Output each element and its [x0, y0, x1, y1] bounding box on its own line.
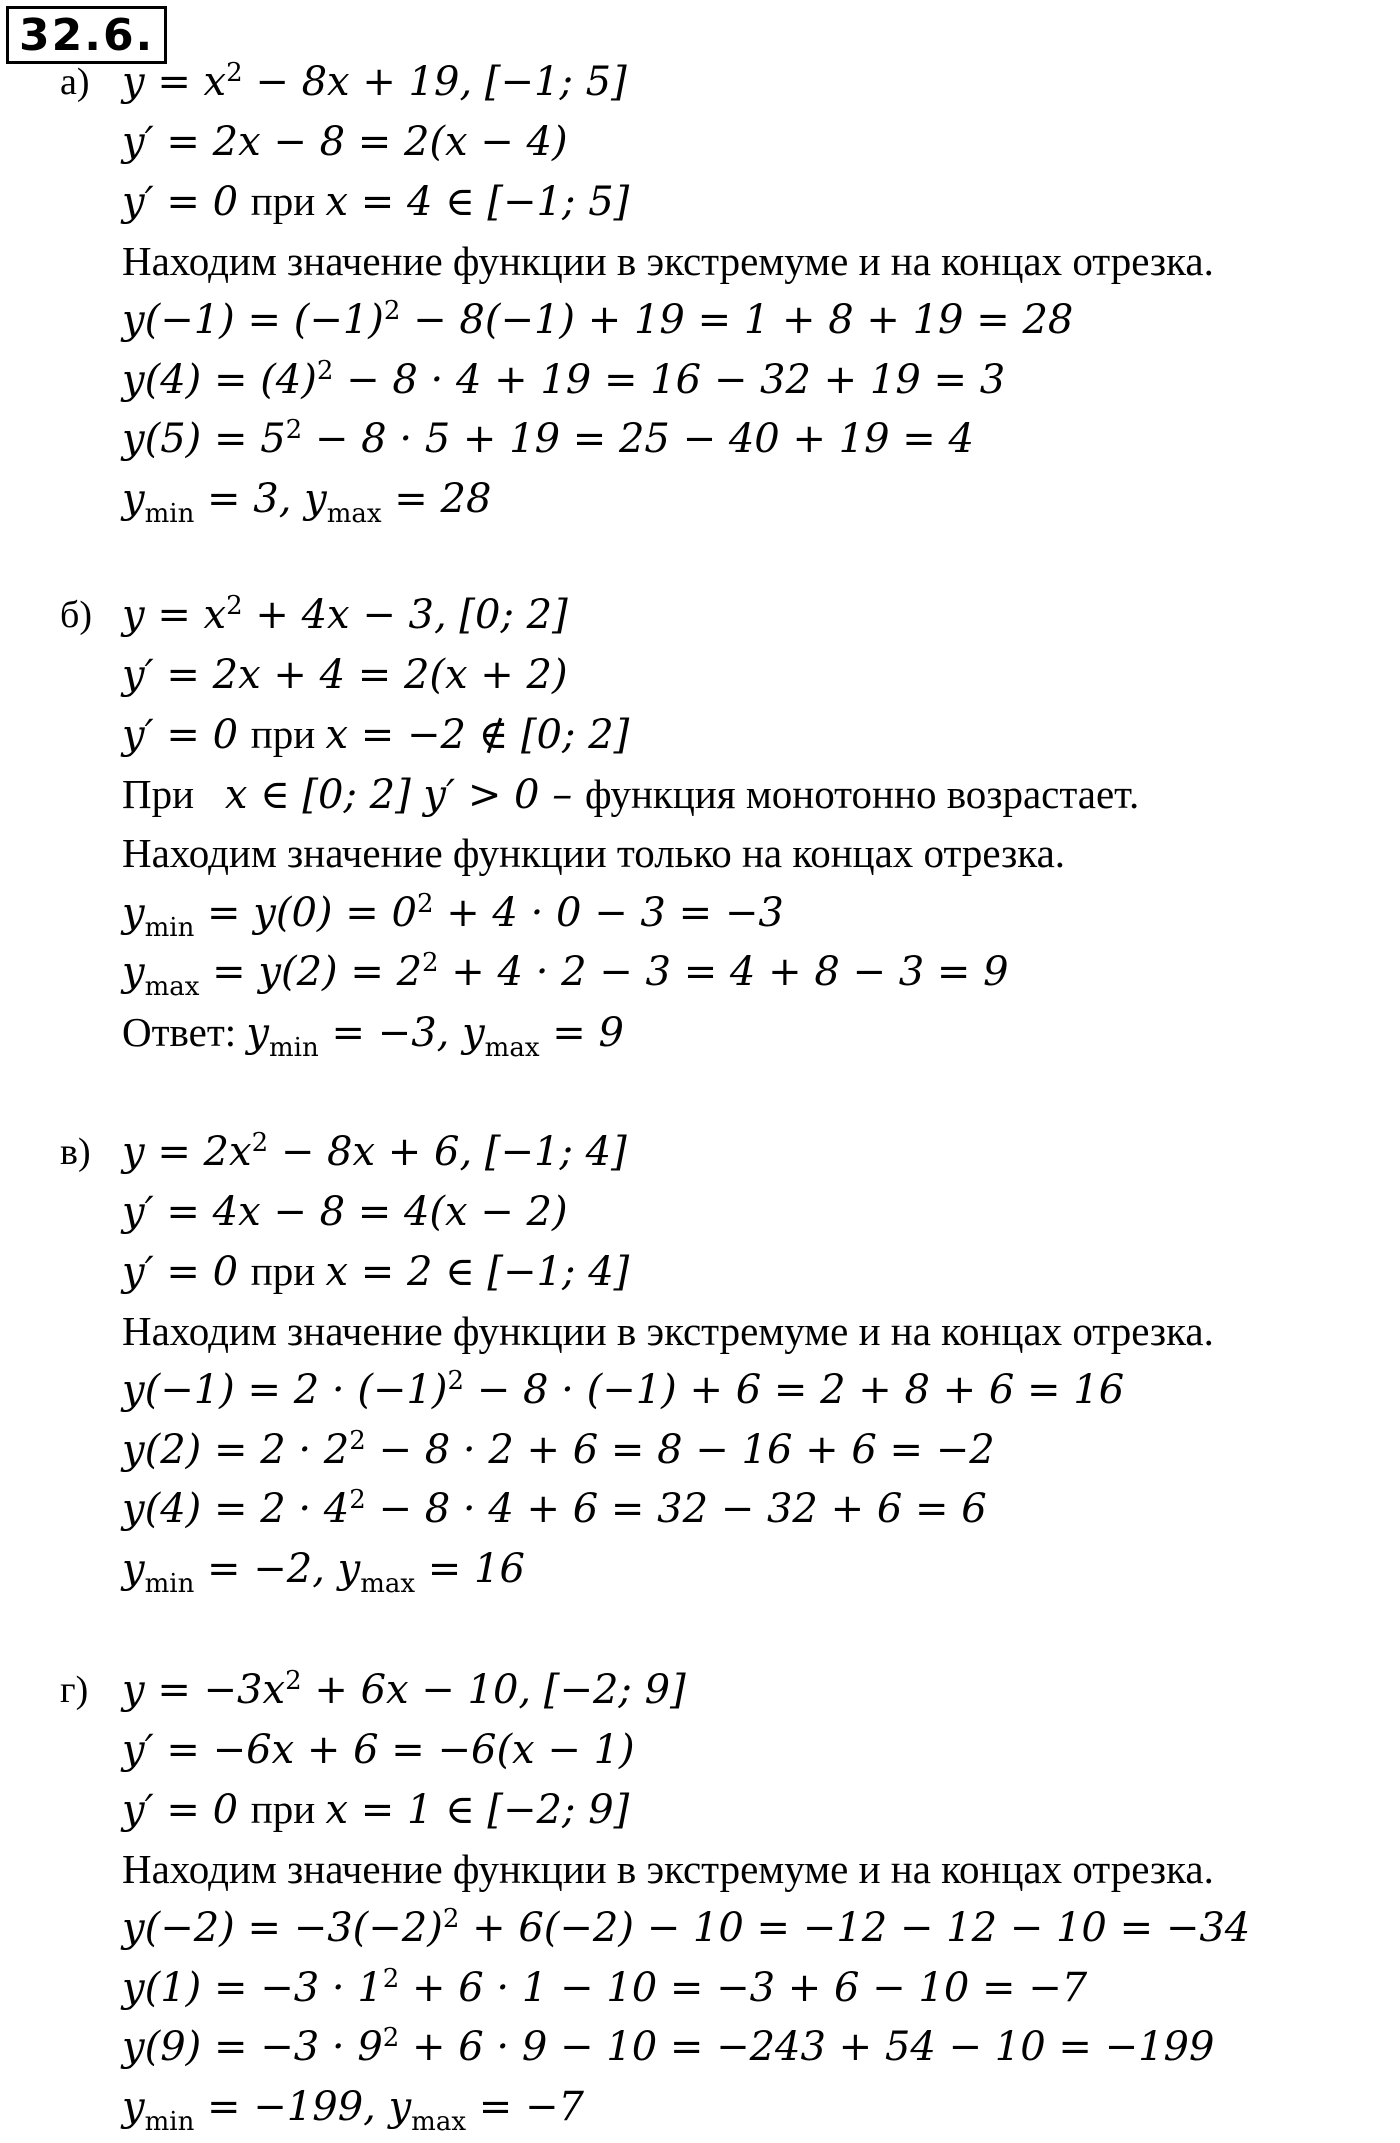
solution-line: $y = -3x^2 + 6x - 10$, [−2; 9] [122, 1666, 686, 1713]
part-label: г) [60, 1669, 89, 1711]
solution-line: y′ = 0 при x = 4 ∈ [−1; 5] [122, 178, 630, 225]
solution-line: y′ = 0 при x = −2 ∉ [0; 2] [122, 711, 630, 758]
part-label: б) [60, 594, 92, 636]
solution-line: При x ∈ [0; 2] y′ > 0 – функция монотонно возрастает. [122, 770, 1140, 818]
part-label: а) [60, 61, 90, 103]
solution-line: $y(1) = -3 \cdot 1^2 + 6 \cdot 1 - 10 = -3 + 6 - 10 = -7$ [122, 1963, 1088, 2011]
solution-line: $y(5) = 5^2 - 8 \cdot 5 + 19 = 25 - 40 + 19 = 4$ [122, 415, 974, 462]
solution-line: Находим значение функции только на концах отрезка. [122, 830, 1066, 876]
solution-line: y′ = −6x + 6 = −6(x − 1) [122, 1726, 635, 1773]
solution-line: Ответ: $y_{min} = -3$, $y_{max} = 9$ [122, 1008, 624, 1063]
solution-line: Находим значение функции в экстремуме и на концах отрезка. [122, 237, 1214, 284]
solution-line: $y(-2) = -3(-2)^2 + 6(-2) - 10 = -12 - 12 - 10 = -34$ [122, 1904, 1251, 1951]
problem-number-badge: 32.6. [6, 6, 167, 64]
solution-line: $y = x^2 + 4x - 3$, [0; 2] [122, 591, 568, 638]
solution-line: $y(-1) = (-1)^2 - 8(-1) + 19 = 1 + 8 + 19 = 28$ [122, 296, 1074, 343]
solution-line: $y_{min} = 3$, $y_{max} = 28$ [122, 475, 492, 529]
solution-line: $y(9) = -3 \cdot 9^2 + 6 \cdot 9 - 10 = -243 + 54 - 10 = -199$ [122, 2023, 1215, 2070]
solution-line: y′ = 0 при x = 2 ∈ [−1; 4] [122, 1248, 630, 1295]
solution-line: $y(-1) = 2 \cdot (-1)^2 - 8 \cdot (-1) + 6 = 2 + 8 + 6 = 16$ [122, 1366, 1125, 1413]
solution-line: $y = 2x^2 - 8x + 6$, [−1; 4] [122, 1128, 627, 1175]
solution-line: Находим значение функции в экстремуме и на концах отрезка. [122, 1845, 1214, 1892]
solution-line: y′ = 4x − 8 = 4(x − 2) [122, 1188, 568, 1235]
solution-line: Находим значение функции в экстремуме и на концах отрезка. [122, 1307, 1214, 1354]
part-label: в) [60, 1131, 91, 1173]
solution-line: y′ = 2x + 4 = 2(x + 2) [122, 651, 568, 698]
solution-line: y′ = 0 при x = 1 ∈ [−2; 9] [122, 1786, 630, 1833]
solution-line: $y(2) = 2 \cdot 2^2 - 8 \cdot 2 + 6 = 8 - 16 + 6 = -2$ [122, 1425, 995, 1473]
solution-line: $y(4) = (4)^2 - 8 \cdot 4 + 19 = 16 - 32 + 19 = 3$ [122, 355, 1006, 403]
solution-line: $y(4) = 2 \cdot 4^2 - 8 \cdot 4 + 6 = 32 - 32 + 6 = 6$ [122, 1485, 987, 1532]
solution-line: y′ = 2x − 8 = 2(x − 4) [122, 118, 568, 165]
solution-line: $y = x^2 - 8x + 19$, [−1; 5] [122, 58, 627, 105]
solution-line: $y_{min} = -2$, $y_{max} = 16$ [122, 1545, 525, 1599]
solution-line: $y_{max} = y(2) = 2^2 + 4 \cdot 2 - 3 = 4 + 8 - 3 = 9$ [122, 948, 1009, 1002]
solution-line: $y_{min} = y(0) = 0^2 + 4 \cdot 0 - 3 = -3$ [122, 888, 784, 943]
solution-line: $y_{min} = -199$, $y_{max} = -7$ [122, 2083, 584, 2137]
